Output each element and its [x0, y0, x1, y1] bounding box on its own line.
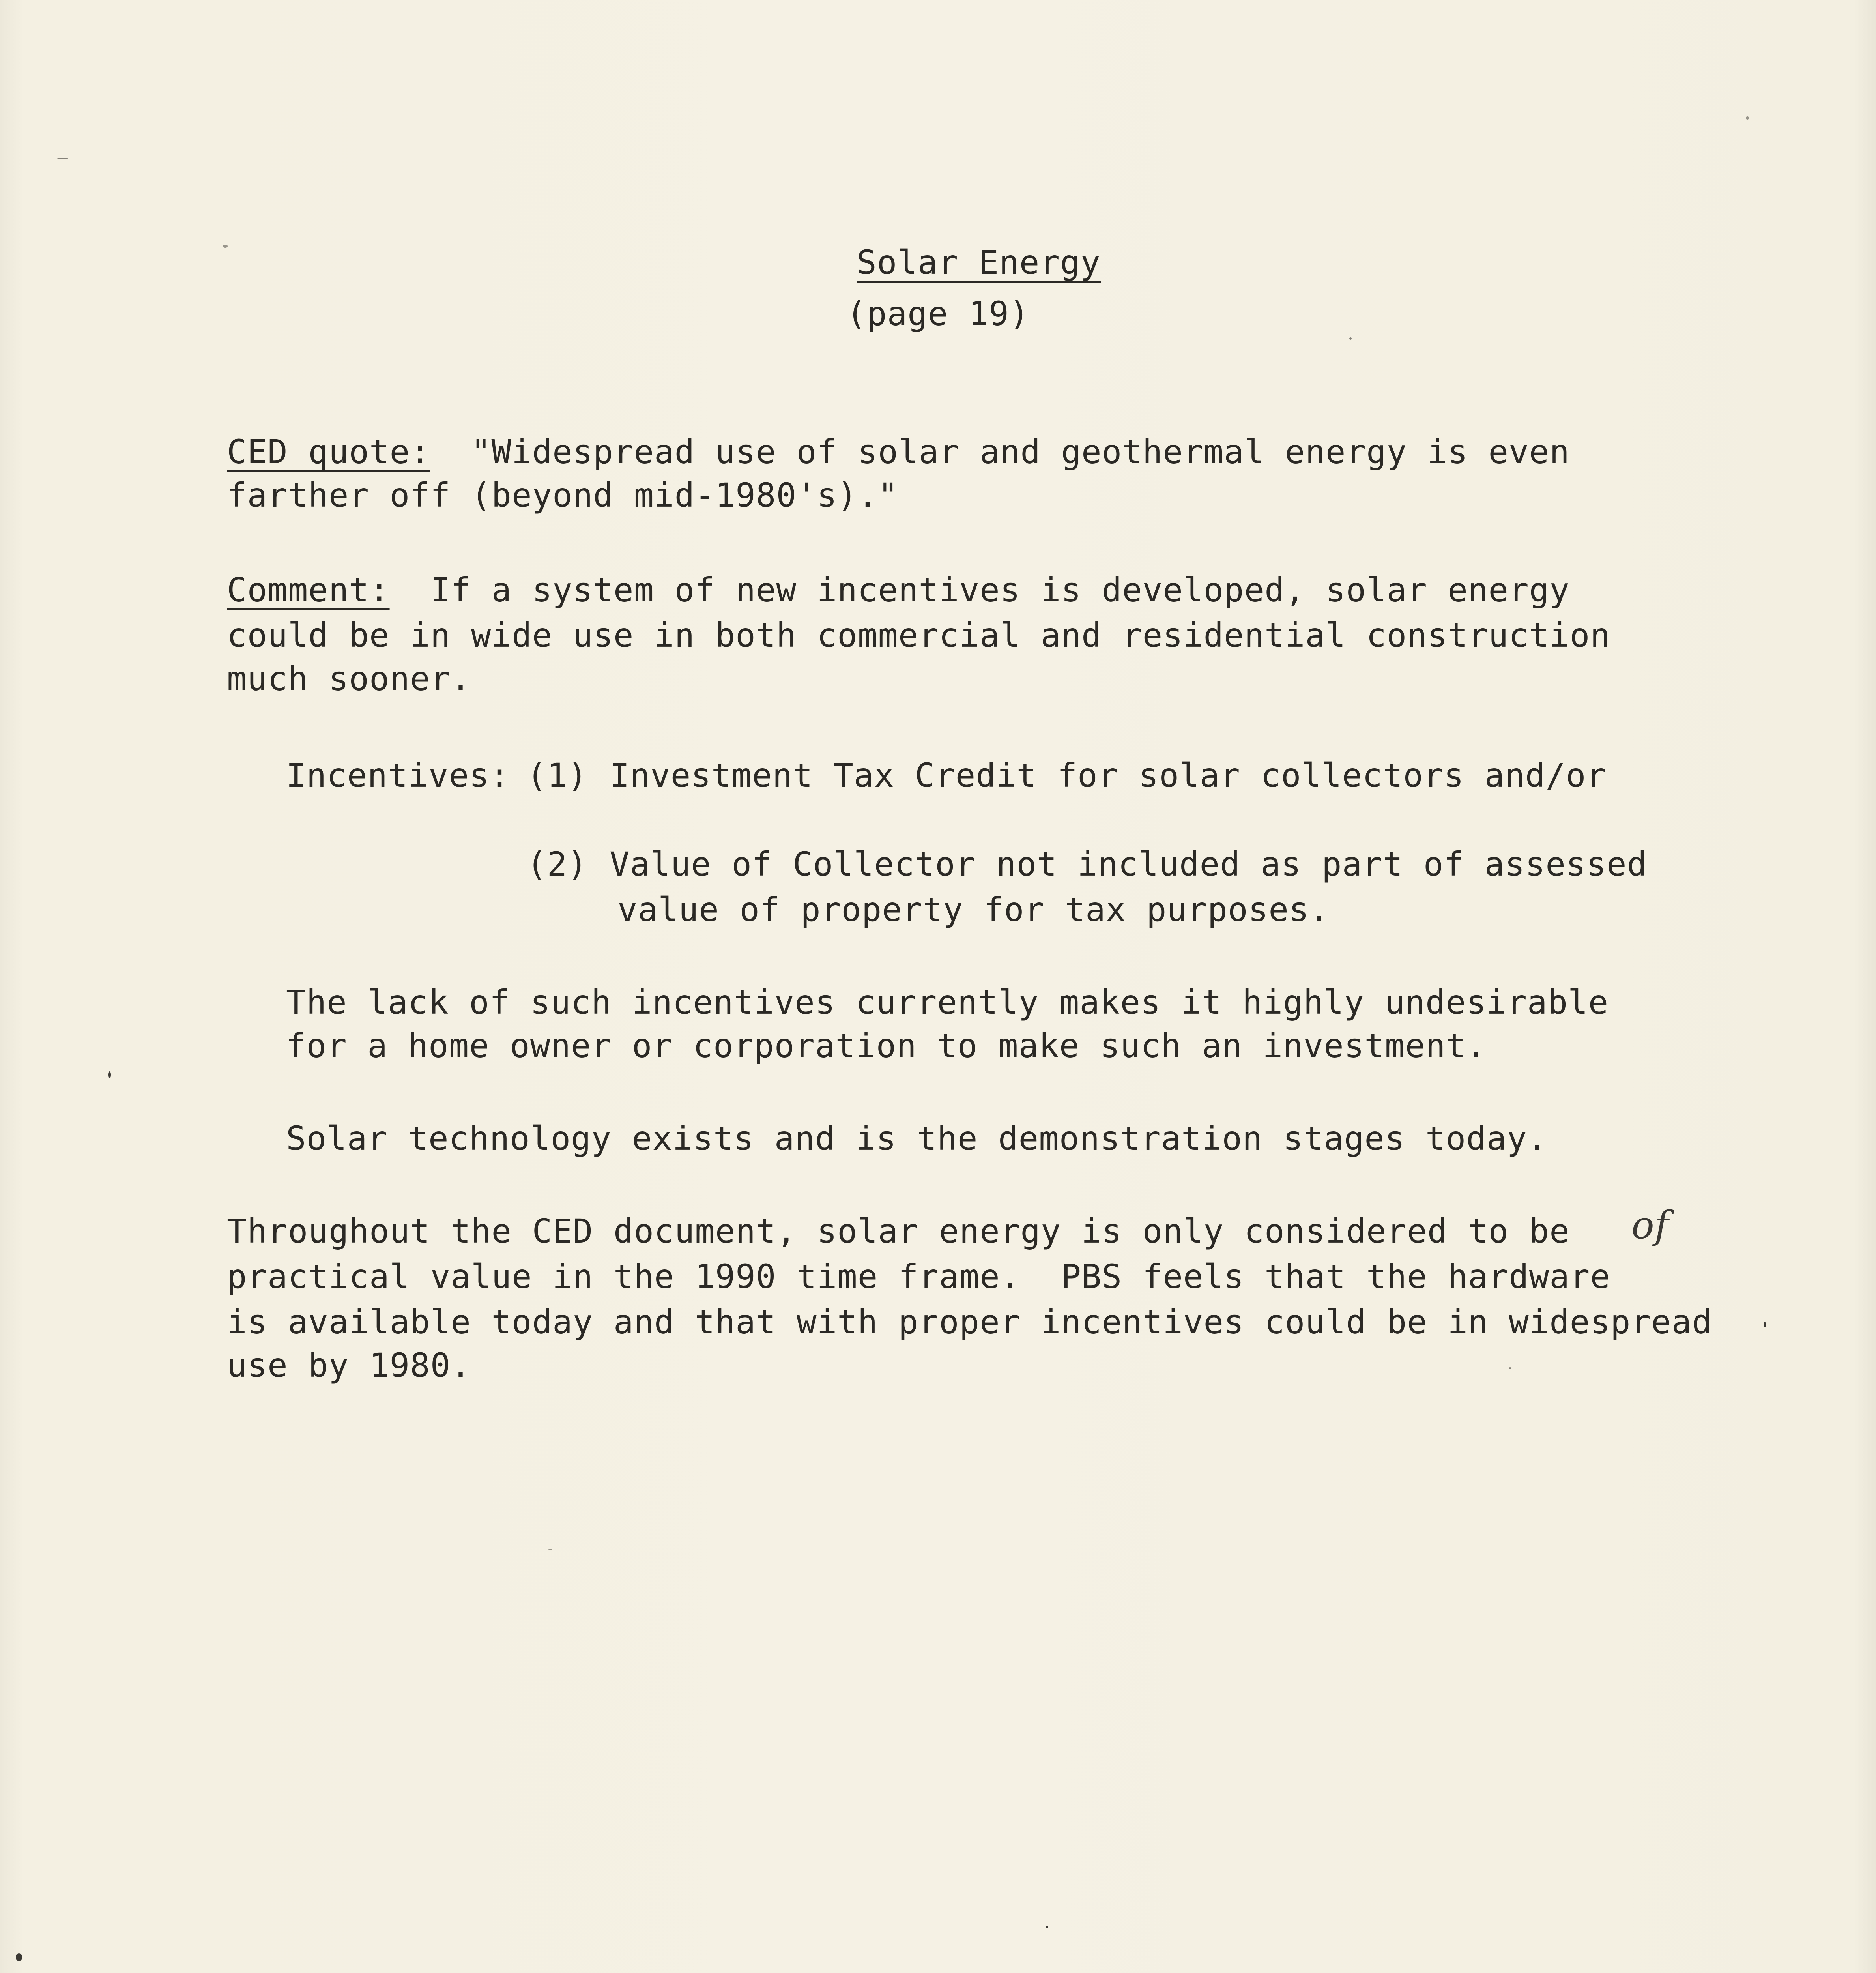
throughout-line-2: practical value in the 1990 time frame. PBS feels that the hardware	[227, 1257, 1610, 1296]
paper-speck	[1746, 116, 1749, 120]
incentive-1-text: Investment Tax Credit for solar collectors and/or	[610, 756, 1607, 795]
ced-quote-label: CED quote:	[227, 432, 430, 471]
ced-quote-line-1	[227, 432, 1570, 472]
comment-label: Comment:	[227, 571, 390, 609]
paper-speck	[223, 245, 228, 248]
throughout-line-3: is available today and that with proper incentives could be in widespread	[227, 1303, 1712, 1341]
page-reference: (page 19)	[846, 294, 1030, 333]
throughout-line-1: Throughout the CED document, solar energy is only considered to be	[227, 1212, 1570, 1250]
paper-speck	[57, 158, 68, 159]
paper-speck	[1046, 1926, 1048, 1928]
incentive-2-text-2: value of property for tax purposes.	[617, 890, 1330, 929]
lack-line-1: The lack of such incentives currently makes it highly undesirable	[286, 983, 1609, 1022]
throughout-line-4: use by 1980.	[227, 1346, 471, 1385]
paper-speck	[108, 1071, 111, 1078]
paper-speck	[16, 1953, 22, 1961]
comment-line-3: much sooner.	[227, 659, 471, 698]
comment-text-1: If a system of new incentives is developed, solar energy	[430, 571, 1570, 609]
incentive-2-text-1: Value of Collector not included as part of assessed	[610, 845, 1648, 884]
paper-speck	[1509, 1367, 1511, 1369]
ced-quote-text-1: "Widespread use of solar and geothermal energy is even	[471, 432, 1570, 471]
incentives-label: Incentives:	[286, 756, 510, 795]
comment-line-1	[227, 570, 1570, 610]
technology-line: Solar technology exists and is the demonstration stages today.	[286, 1119, 1548, 1158]
incentive-2-number: (2)	[527, 845, 588, 884]
incentive-1-number: (1)	[527, 756, 588, 795]
paper-speck	[1349, 337, 1352, 340]
paper-speck	[1764, 1322, 1766, 1327]
title-text: Solar Energy	[857, 243, 1101, 282]
paper-speck	[548, 1549, 552, 1550]
comment-line-2: could be in wide use in both commercial and residential construction	[227, 616, 1610, 655]
lack-line-2: for a home owner or corporation to make such an investment.	[286, 1026, 1487, 1065]
handwritten-insert: of	[1631, 1203, 1669, 1247]
ced-quote-line-2: farther off (beyond mid-1980's)."	[227, 476, 898, 515]
